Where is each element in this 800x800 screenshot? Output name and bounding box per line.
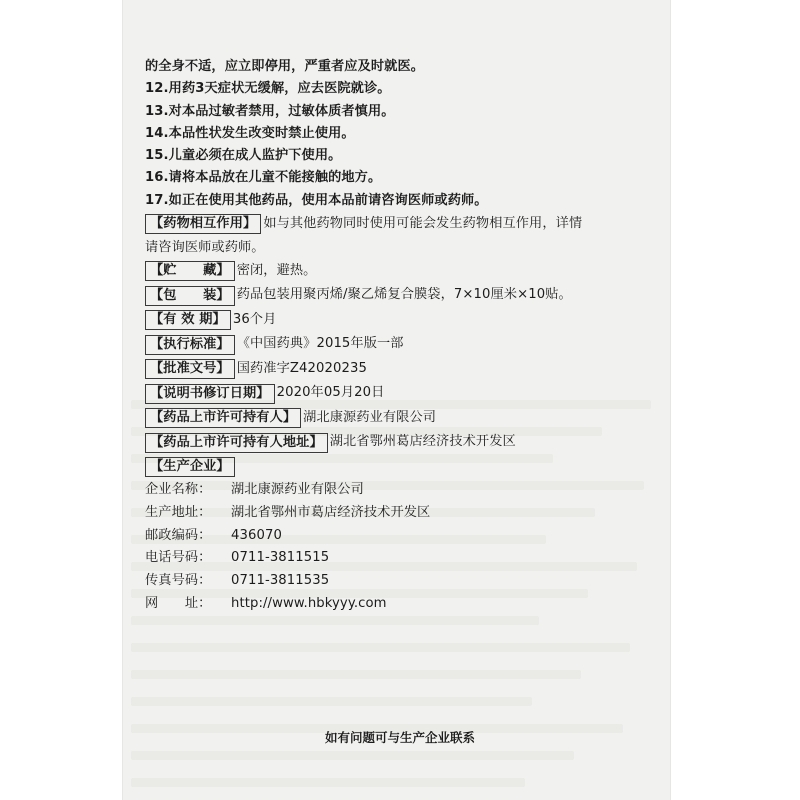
section-value: 国药准字Z42020235	[236, 360, 367, 376]
section-label: 【批准文号】	[145, 359, 235, 379]
manufacturer-details	[145, 479, 665, 615]
website-value: http://www.hbkyyy.com	[231, 595, 387, 611]
section-value: 2020年05月20日	[276, 385, 385, 401]
section-label: 【药物相互作用】	[145, 214, 261, 234]
section-label: 【贮 藏】	[145, 261, 235, 281]
section-label: 【有 效 期】	[145, 310, 231, 330]
section-label: 【药品上市许可持有人】	[145, 408, 301, 428]
section-label: 【说明书修订日期】	[145, 384, 275, 404]
precaution-line: 12.用药3天症状无缓解，应去医院就诊。	[145, 81, 391, 97]
leaflet-content	[145, 56, 665, 616]
precautions-list	[145, 56, 665, 212]
section-label: 【执行标准】	[145, 335, 235, 355]
detail-label: 企业名称：	[145, 482, 212, 498]
detail-label: 邮政编码：	[145, 527, 212, 543]
detail-value: 0711-3811535	[231, 573, 330, 589]
section-value: 密闭，避热。	[236, 262, 317, 278]
precaution-line: 15.儿童必须在成人监护下使用。	[145, 148, 342, 164]
detail-value: 湖北省鄂州市葛店经济技术开发区	[231, 505, 431, 521]
section-value: 湖北省鄂州葛店经济技术开发区	[329, 434, 516, 450]
section-value: 湖北康源药业有限公司	[303, 409, 437, 425]
precaution-line: 17.如正在使用其他药品，使用本品前请咨询医师或药师。	[145, 192, 488, 208]
section-value: 如与其他药物同时使用可能会发生药物相互作用，详情	[263, 216, 583, 232]
section-label: 【生产企业】	[145, 457, 235, 477]
interaction-section	[145, 212, 665, 259]
detail-label: 传真号码：	[145, 573, 212, 589]
section-label: 【包 装】	[145, 286, 235, 306]
precaution-line: 13.对本品过敏者禁用，过敏体质者慎用。	[145, 103, 395, 119]
section-value: 《中国药典》2015年版一部	[236, 336, 404, 352]
precaution-line: 14.本品性状发生改变时禁止使用。	[145, 125, 355, 141]
section-value: 药品包装用聚丙烯/聚乙烯复合膜袋，7×10厘米×10贴。	[236, 287, 572, 303]
detail-value: 436070	[231, 527, 282, 543]
precaution-line: 的全身不适，应立即停用，严重者应及时就医。	[145, 59, 425, 74]
detail-value: 湖北康源药业有限公司	[231, 482, 364, 498]
detail-label: 生产地址：	[145, 505, 212, 521]
detail-value: 0711-3811515	[231, 550, 330, 566]
section-label: 【药品上市许可持有人地址】	[145, 433, 328, 453]
section-value-cont: 请咨询医师或药师。	[145, 239, 265, 255]
detail-label: 网 址：	[145, 595, 212, 611]
detail-label: 电话号码：	[145, 550, 212, 566]
section-value: 36个月	[232, 311, 277, 327]
info-sections	[145, 259, 665, 480]
footer-contact-note: 如有问题可与生产企业联系	[324, 730, 475, 745]
precaution-line: 16.请将本品放在儿童不能接触的地方。	[145, 170, 382, 186]
